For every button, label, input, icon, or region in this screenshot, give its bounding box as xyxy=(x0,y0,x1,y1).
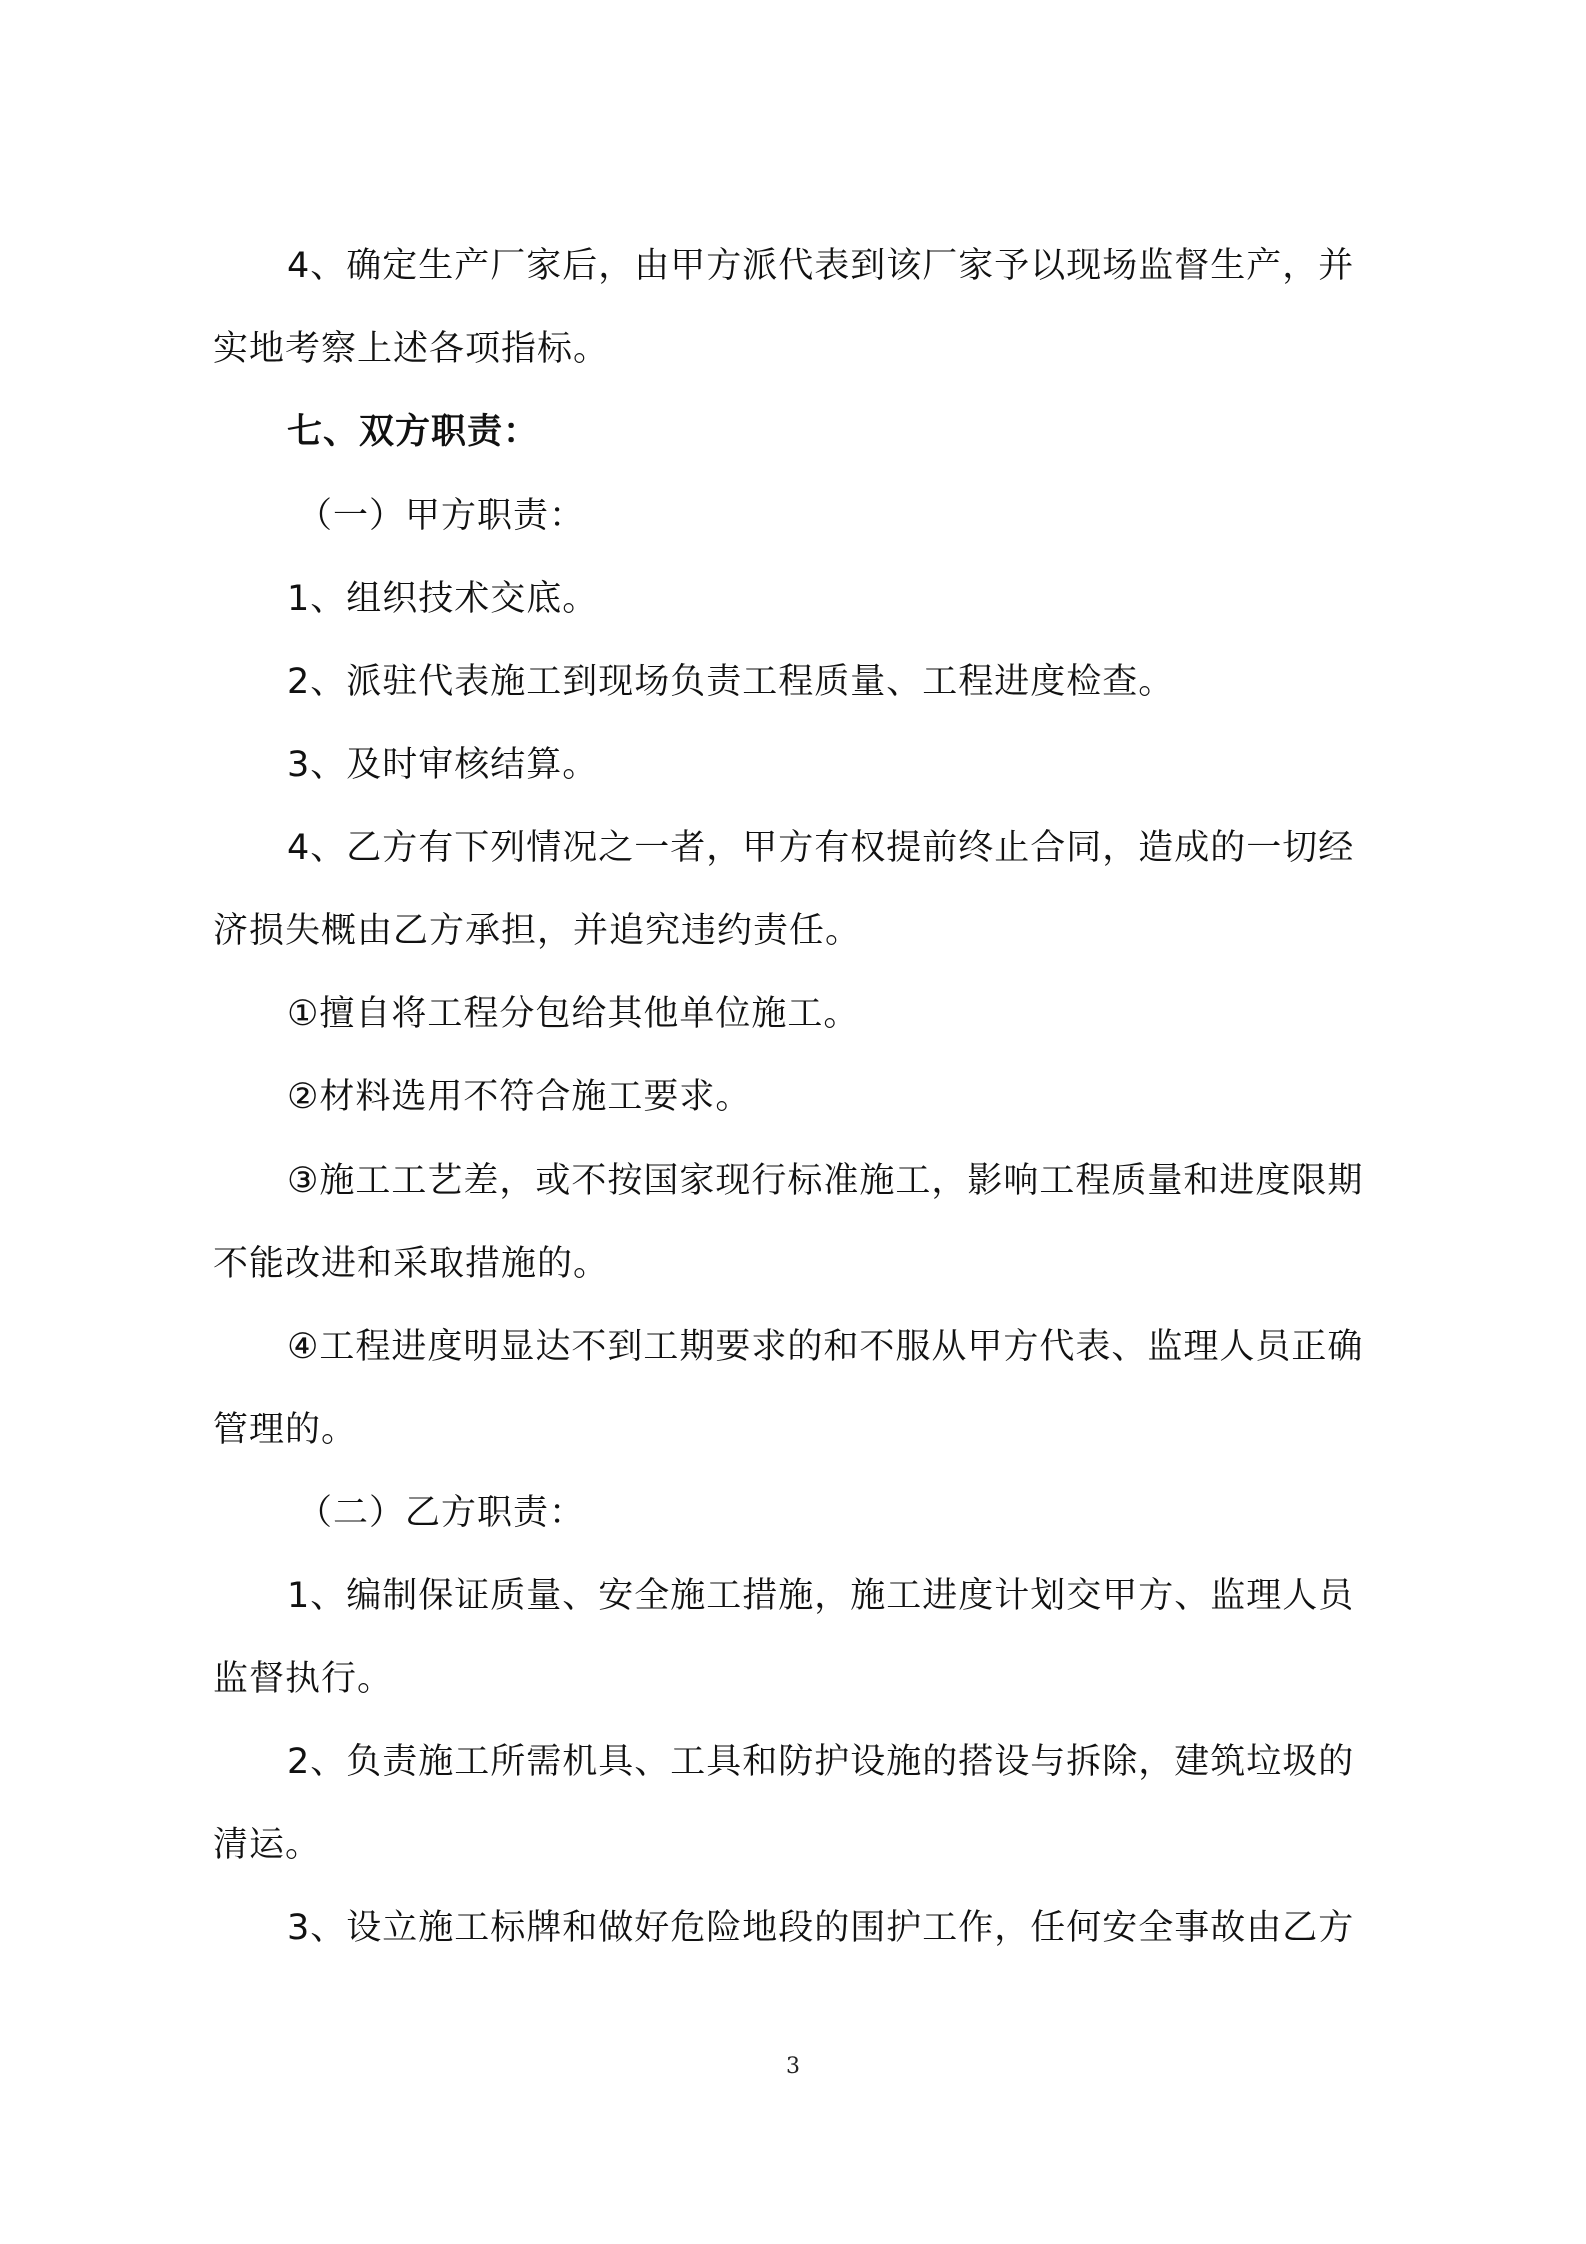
paragraph-line: 管理的。 xyxy=(213,1410,358,1450)
paragraph-line: 2、派驻代表施工到现场负责工程质量、工程进度检查。 xyxy=(287,662,1175,702)
list-item: ①擅自将工程分包给其他单位施工。 xyxy=(287,994,860,1034)
section-heading: 七、双方职责： xyxy=(287,412,540,452)
paragraph-line: 济损失概由乙方承担，并追究违约责任。 xyxy=(213,911,862,951)
list-item: ③施工工艺差，或不按国家现行标准施工，影响工程质量和进度限期 xyxy=(287,1161,1364,1201)
paragraph-line: 实地考察上述各项指标。 xyxy=(213,329,610,369)
paragraph-line: 2、负责施工所需机具、工具和防护设施的搭设与拆除，建筑垃圾的 xyxy=(287,1742,1355,1782)
list-item: ④工程进度明显达不到工期要求的和不服从甲方代表、监理人员正确 xyxy=(287,1327,1364,1367)
paragraph-line: 4、确定生产厂家后，由甲方派代表到该厂家予以现场监督生产，并 xyxy=(287,246,1355,286)
paragraph-line: 3、设立施工标牌和做好危险地段的围护工作，任何安全事故由乙方 xyxy=(287,1908,1355,1948)
subsection-heading: （一）甲方职责： xyxy=(297,496,586,536)
list-item: ②材料选用不符合施工要求。 xyxy=(287,1077,752,1117)
paragraph-line: 3、及时审核结算。 xyxy=(287,745,599,785)
paragraph-line: 监督执行。 xyxy=(213,1659,394,1699)
paragraph-line: 1、编制保证质量、安全施工措施，施工进度计划交甲方、监理人员 xyxy=(287,1576,1355,1616)
paragraph-line: 清运。 xyxy=(213,1825,322,1865)
paragraph-line: 不能改进和采取措施的。 xyxy=(213,1244,610,1284)
paragraph-line: 1、组织技术交底。 xyxy=(287,579,599,619)
page-number: 3 xyxy=(786,2054,800,2079)
subsection-heading: （二）乙方职责： xyxy=(297,1493,586,1533)
paragraph-line: 4、乙方有下列情况之一者，甲方有权提前终止合同，造成的一切经 xyxy=(287,828,1355,868)
